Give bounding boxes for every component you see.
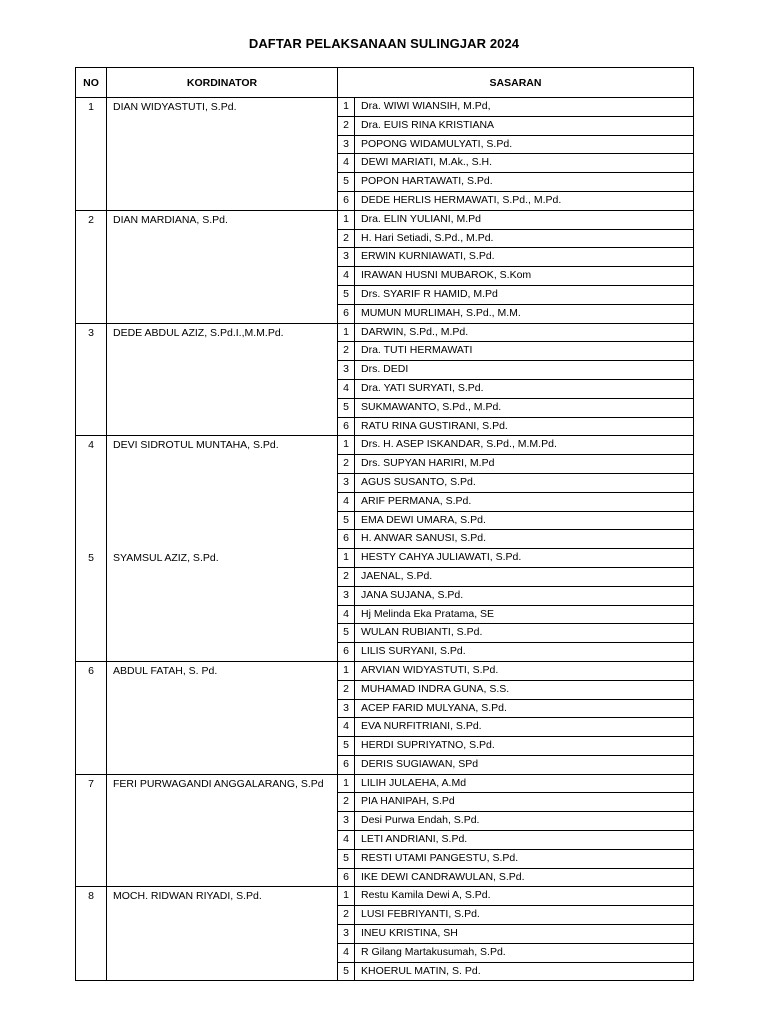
sasaran-name: Dra. TUTI HERMAWATI	[355, 342, 694, 361]
kordinator-name: DEVI SIDROTUL MUNTAHA, S.Pd.	[107, 436, 338, 549]
group-number: 5	[76, 549, 107, 662]
kordinator-name: DEDE ABDUL AZIZ, S.Pd.I.,M.M.Pd.	[107, 323, 338, 436]
header-no: NO	[76, 68, 107, 98]
sasaran-name: KHOERUL MATIN, S. Pd.	[355, 962, 694, 981]
sasaran-index: 5	[338, 398, 355, 417]
sasaran-name: Drs. SYARIF R HAMID, M.Pd	[355, 285, 694, 304]
table-row	[76, 887, 694, 906]
sasaran-index: 2	[338, 680, 355, 699]
sasaran-index: 1	[338, 887, 355, 906]
group-number: 2	[76, 210, 107, 323]
sasaran-name: RESTI UTAMI PANGESTU, S.Pd.	[355, 849, 694, 868]
sasaran-index: 5	[338, 624, 355, 643]
sasaran-name: PIA HANIPAH, S.Pd	[355, 793, 694, 812]
table-header-row	[76, 68, 694, 98]
sasaran-index: 2	[338, 116, 355, 135]
sasaran-name: Dra. YATI SURYATI, S.Pd.	[355, 379, 694, 398]
kordinator-name: DIAN WIDYASTUTI, S.Pd.	[107, 98, 338, 211]
sasaran-name: LETI ANDRIANI, S.Pd.	[355, 831, 694, 850]
sasaran-name: JAENAL, S.Pd.	[355, 567, 694, 586]
sasaran-index: 2	[338, 906, 355, 925]
sasaran-index: 4	[338, 492, 355, 511]
sasaran-index: 2	[338, 229, 355, 248]
table-row	[76, 210, 694, 229]
sasaran-index: 5	[338, 173, 355, 192]
sasaran-name: HESTY CAHYA JULIAWATI, S.Pd.	[355, 549, 694, 568]
sasaran-name: Drs. SUPYAN HARIRI, M.Pd	[355, 455, 694, 474]
sasaran-name: Dra. ELIN YULIANI, M.Pd	[355, 210, 694, 229]
sasaran-name: SUKMAWANTO, S.Pd., M.Pd.	[355, 398, 694, 417]
sasaran-name: JANA SUJANA, S.Pd.	[355, 586, 694, 605]
kordinator-name: SYAMSUL AZIZ, S.Pd.	[107, 549, 338, 662]
table-row	[76, 98, 694, 117]
table-body	[76, 98, 694, 981]
sasaran-index: 6	[338, 643, 355, 662]
sasaran-name: LILIH JULAEHA, A.Md	[355, 774, 694, 793]
sasaran-index: 1	[338, 98, 355, 117]
sasaran-index: 6	[338, 755, 355, 774]
sasaran-index: 3	[338, 586, 355, 605]
sasaran-name: POPONG WIDAMULYATI, S.Pd.	[355, 135, 694, 154]
sasaran-index: 5	[338, 737, 355, 756]
sasaran-index: 4	[338, 379, 355, 398]
header-sasaran: SASARAN	[338, 68, 694, 98]
sasaran-index: 3	[338, 925, 355, 944]
sasaran-name: ACEP FARID MULYANA, S.Pd.	[355, 699, 694, 718]
table-row	[76, 661, 694, 680]
sasaran-name: Hj Melinda Eka Pratama, SE	[355, 605, 694, 624]
sasaran-index: 4	[338, 943, 355, 962]
group-number: 7	[76, 774, 107, 887]
sasaran-index: 5	[338, 511, 355, 530]
sasaran-name: Drs. DEDI	[355, 361, 694, 380]
sasaran-index: 3	[338, 135, 355, 154]
sasaran-name: DARWIN, S.Pd., M.Pd.	[355, 323, 694, 342]
sasaran-index: 3	[338, 361, 355, 380]
sasaran-name: POPON HARTAWATI, S.Pd.	[355, 173, 694, 192]
sasaran-name: HERDI SUPRIYATNO, S.Pd.	[355, 737, 694, 756]
kordinator-name: MOCH. RIDWAN RIYADI, S.Pd.	[107, 887, 338, 981]
sasaran-name: Drs. H. ASEP ISKANDAR, S.Pd., M.M.Pd.	[355, 436, 694, 455]
group-number: 6	[76, 661, 107, 774]
sasaran-name: IKE DEWI CANDRAWULAN, S.Pd.	[355, 868, 694, 887]
sasaran-index: 4	[338, 605, 355, 624]
sasaran-index: 5	[338, 849, 355, 868]
table-row	[76, 436, 694, 455]
sasaran-name: LILIS SURYANI, S.Pd.	[355, 643, 694, 662]
sasaran-index: 2	[338, 567, 355, 586]
sasaran-index: 4	[338, 154, 355, 173]
sasaran-index: 6	[338, 191, 355, 210]
sasaran-index: 1	[338, 323, 355, 342]
kordinator-name: DIAN MARDIANA, S.Pd.	[107, 210, 338, 323]
sasaran-name: ARIF PERMANA, S.Pd.	[355, 492, 694, 511]
sasaran-name: ARVIAN WIDYASTUTI, S.Pd.	[355, 661, 694, 680]
sasaran-name: ERWIN KURNIAWATI, S.Pd.	[355, 248, 694, 267]
sasaran-index: 6	[338, 304, 355, 323]
sasaran-index: 1	[338, 549, 355, 568]
sasaran-index: 4	[338, 718, 355, 737]
sasaran-index: 1	[338, 774, 355, 793]
sasaran-name: LUSI FEBRIYANTI, S.Pd.	[355, 906, 694, 925]
sasaran-index: 4	[338, 831, 355, 850]
sasaran-index: 2	[338, 455, 355, 474]
sasaran-index: 1	[338, 661, 355, 680]
document-title: DAFTAR PELAKSANAAN SULINGJAR 2024	[248, 36, 520, 51]
group-number: 1	[76, 98, 107, 211]
sasaran-name: WULAN RUBIANTI, S.Pd.	[355, 624, 694, 643]
group-number: 3	[76, 323, 107, 436]
sasaran-index: 1	[338, 436, 355, 455]
table-row	[76, 323, 694, 342]
group-number: 4	[76, 436, 107, 549]
sasaran-index: 1	[338, 210, 355, 229]
sasaran-name: Desi Purwa Endah, S.Pd.	[355, 812, 694, 831]
sasaran-index: 6	[338, 417, 355, 436]
sasaran-index: 3	[338, 812, 355, 831]
sasaran-index: 3	[338, 699, 355, 718]
sasaran-name: INEU KRISTINA, SH	[355, 925, 694, 944]
sasaran-name: R Gilang Martakusumah, S.Pd.	[355, 943, 694, 962]
sasaran-name: AGUS SUSANTO, S.Pd.	[355, 473, 694, 492]
sasaran-index: 4	[338, 267, 355, 286]
sasaran-name: DERIS SUGIAWAN, SPd	[355, 755, 694, 774]
sasaran-name: EMA DEWI UMARA, S.Pd.	[355, 511, 694, 530]
sasaran-name: Dra. EUIS RINA KRISTIANA	[355, 116, 694, 135]
header-kordinator: KORDINATOR	[107, 68, 338, 98]
sasaran-index: 5	[338, 285, 355, 304]
sasaran-name: MUHAMAD INDRA GUNA, S.S.	[355, 680, 694, 699]
sasaran-index: 3	[338, 248, 355, 267]
sasaran-name: RATU RINA GUSTIRANI, S.Pd.	[355, 417, 694, 436]
sasaran-name: MUMUN MURLIMAH, S.Pd., M.M.	[355, 304, 694, 323]
sasaran-index: 6	[338, 868, 355, 887]
sasaran-name: EVA NURFITRIANI, S.Pd.	[355, 718, 694, 737]
table-row	[76, 774, 694, 793]
group-number: 8	[76, 887, 107, 981]
sasaran-index: 3	[338, 473, 355, 492]
kordinator-name: ABDUL FATAH, S. Pd.	[107, 661, 338, 774]
sasaran-index: 6	[338, 530, 355, 549]
sasaran-name: H. Hari Setiadi, S.Pd., M.Pd.	[355, 229, 694, 248]
sasaran-name: Dra. WIWI WIANSIH, M.Pd,	[355, 98, 694, 117]
kordinator-name: FERI PURWAGANDI ANGGALARANG, S.Pd	[107, 774, 338, 887]
sasaran-index: 2	[338, 793, 355, 812]
sulingjar-table	[75, 67, 694, 981]
sasaran-name: DEWI MARIATI, M.Ak., S.H.	[355, 154, 694, 173]
sasaran-index: 5	[338, 962, 355, 981]
sasaran-index: 2	[338, 342, 355, 361]
sasaran-name: IRAWAN HUSNI MUBAROK, S.Kom	[355, 267, 694, 286]
sasaran-name: DEDE HERLIS HERMAWATI, S.Pd., M.Pd.	[355, 191, 694, 210]
sasaran-name: Restu Kamila Dewi A, S.Pd.	[355, 887, 694, 906]
sasaran-name: H. ANWAR SANUSI, S.Pd.	[355, 530, 694, 549]
table-row	[76, 549, 694, 568]
